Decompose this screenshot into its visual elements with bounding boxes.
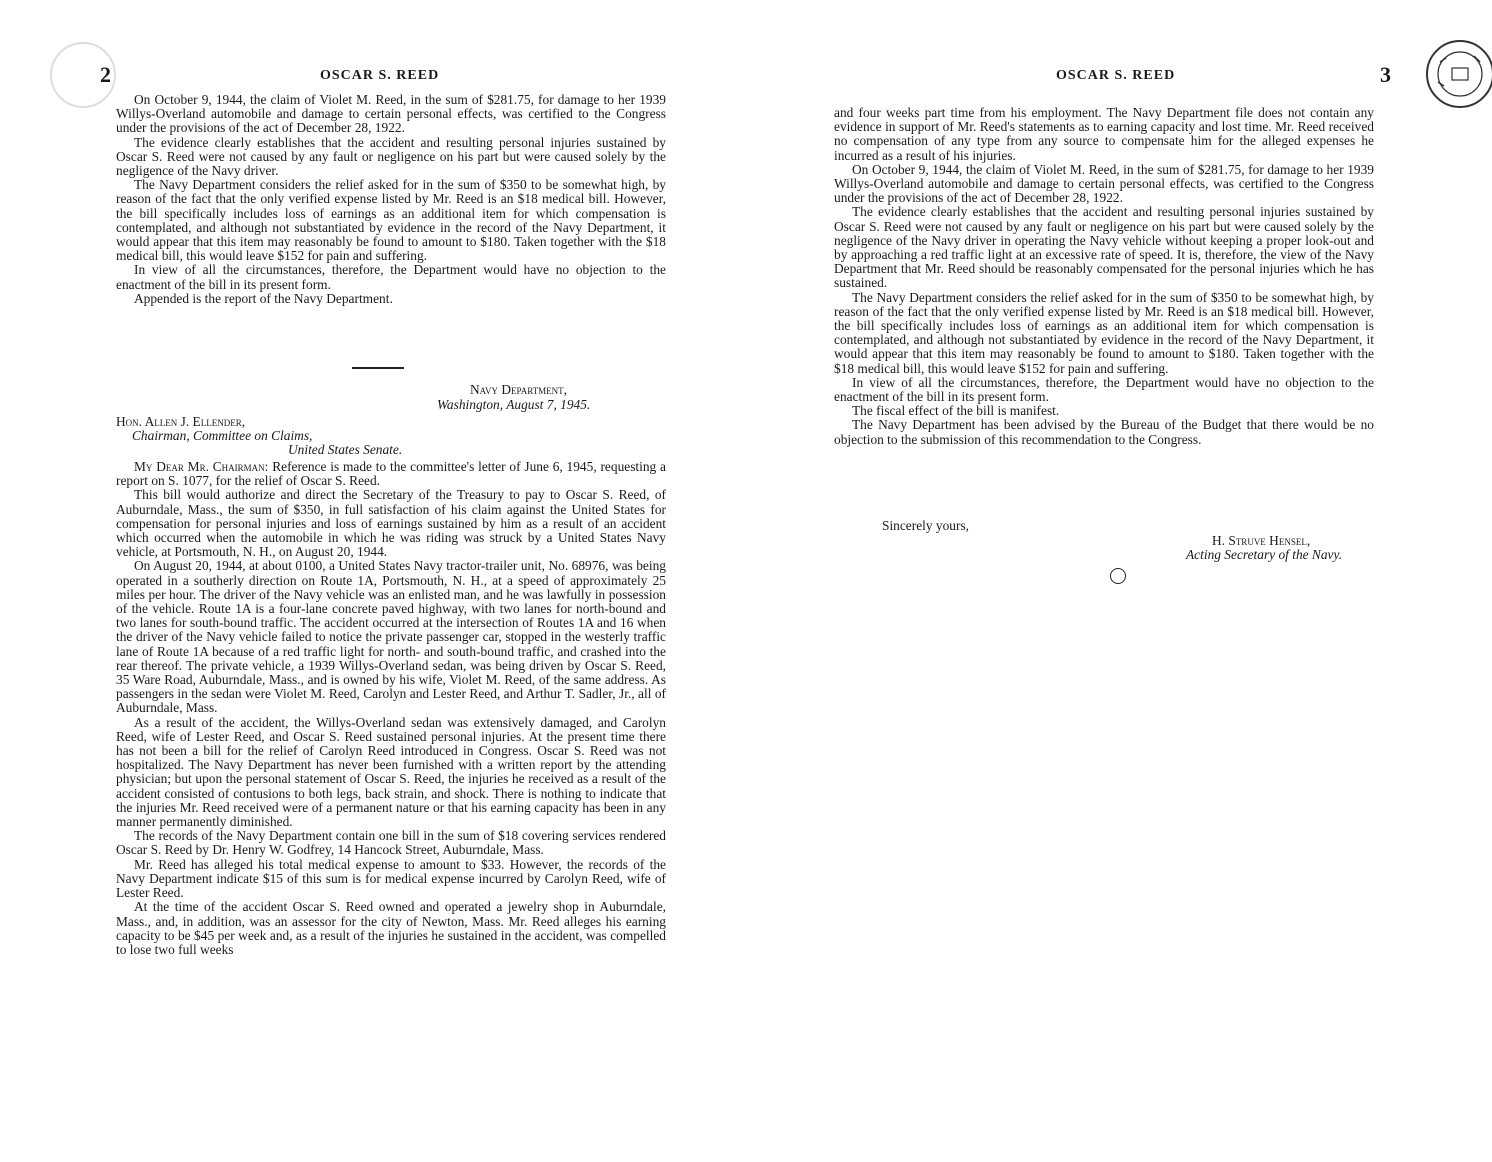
paragraph: On October 9, 1944, the claim of Violet M. Reed, in the sum of $281.75, for damage to her 1939 Willys-Overland automobile and damage to certain personal effects, was certified to the Congress under the provisions of the act of December 28, 1922. — [116, 92, 666, 136]
signer-name: H. Struve Hensel, — [1212, 533, 1311, 548]
addressee-title: Chairman, Committee on Claims, — [132, 428, 313, 443]
section-divider — [352, 367, 404, 369]
right-text — [834, 106, 1374, 447]
paragraph: The evidence clearly establishes that the accident and resulting personal injuries sustained by Oscar S. Reed were not caused by any fault or negligence on his part but were caused solely by the negligence of the Navy driver. — [116, 134, 666, 179]
continuation-paragraph: and four weeks part time from his employment. The Navy Department file does not contain any evidence in support of Mr. Reed's statements as to earning capacity and lost time. Mr. Reed received no compensation of any type from any source to compensate him for the alleged expenses he incurred as a result of his injuries. — [834, 105, 1374, 163]
page-number-left: 2 — [100, 62, 111, 87]
paragraph: In view of all the circumstances, therefore, the Department would have no objection to the enactment of the bill in its present form. — [116, 262, 666, 292]
paragraph: Appended is the report of the Navy Department. — [134, 290, 393, 306]
addressee-body: United States Senate. — [288, 442, 403, 457]
letterhead-department: Navy Department, — [470, 382, 568, 397]
paragraph: On August 20, 1944, at about 0100, a United States Navy tractor-trailer unit, No. 68976, was being operated in a southerly direction on Route 1A, Portsmouth, N. H., at a speed of approximately 25 miles per hour. The driver of the Navy vehicle was an enlisted man, and he was lawfully in possession of the vehicle. Route 1A is a four-lane concrete paved highway, with two lanes for north-bound and two lanes for south-bound traffic. The accident occurred at the intersection of Routes 1A and 16 when the driver of the Navy vehicle failed to notice the private passenger car, stopped in the westerly traffic lane of Route 1A because of a red traffic light for north- and south-bound traffic, and crashed into the rear thereof. The private vehicle, a 1939 Willys-Overland sedan, was being driven by Oscar S. Reed, 35 Ware Road, Auburndale, Mass., and is owned by his wife, Violet M. Reed, of the same address. As passengers in the sedan were Violet M. Reed, Carolyn and Lester Reed, and Arthur T. Sadler, Jr., all of Auburndale, Mass. — [116, 558, 666, 716]
running-head-right: OSCAR S. REED — [1056, 68, 1176, 83]
running-head-left: OSCAR S. REED — [320, 68, 440, 83]
closing: Sincerely yours, — [882, 518, 970, 533]
library-stamp-right — [1426, 40, 1492, 108]
paragraph: The Navy Department has been advised by the Bureau of the Budget that there would be no objection to the submission of this recommendation to the Congress. — [834, 417, 1374, 447]
paragraph: In view of all the circumstances, therefore, the Department would have no objection to the enactment of the bill in its present form. — [834, 374, 1374, 405]
addressee-name: Hon. Allen J. Ellender, — [116, 414, 246, 429]
paragraph: On October 9, 1944, the claim of Violet M. Reed, in the sum of $281.75, for damage to her 1939 Willys-Overland automobile and damage to certain personal effects, was certified to the Congress under the provisions of the act of December 28, 1922. — [834, 161, 1374, 206]
salutation-text: Reference is made to the committee's letter of June 6, 1945, requesting a report on S. 1077, for the relief of Oscar S. Reed. — [116, 459, 666, 489]
page-number-right: 3 — [1380, 62, 1391, 87]
salutation: My Dear Mr. Chairman: — [134, 459, 269, 474]
paragraph: As a result of the accident, the Willys-Overland sedan was extensively damaged, and Carolyn Reed, wife of Lester Reed, and Oscar S. Reed sustained personal injuries. At the present time there has not been a bill for the relief of Carolyn Reed introduced in Congress. Oscar S. Reed was not hospitalized. The Navy Department has never been furnished with a written report by the attending physician; but upon the personal statement of Oscar S. Reed, the injuries he received as a result of the accident consisted of contusions to both legs, back strain, and shock. There is nothing to indicate that the injuries Mr. Reed received were of a permanent nature or that his earning capacity has been in any manner permanently diminished. — [116, 714, 666, 830]
punch-hole — [1110, 568, 1126, 584]
paragraph: The evidence clearly establishes that the accident and resulting personal injuries sustained by Oscar S. Reed were not caused by any fault or negligence on his part but were caused solely by the negligence of the Navy driver in operating the Navy vehicle without keeping a proper look-out and by approaching a red traffic light at an excessive rate of speed. It is, therefore, the view of the Navy Department that Mr. Reed should be reasonably compensated for the personal injuries which he has sustained. — [834, 204, 1374, 291]
paragraph: Mr. Reed has alleged his total medical expense to amount to $33. However, the records of the Navy Department indicate $15 of this sum is for medical expense incurred by Carolyn Reed, wife of Lester Reed. — [116, 856, 666, 901]
paragraph: At the time of the accident Oscar S. Reed owned and operated a jewelry shop in Auburndale, Mass., and, in addition, was an assessor for the city of Newton, Mass. Mr. Reed alleges his earning capacity to be $45 per week and, as a result of the injuries he sustained in the accident, was compelled to lose two full weeks — [116, 899, 666, 957]
salutation-paragraph — [116, 460, 666, 488]
paragraph: The Navy Department considers the relief asked for in the sum of $350 to be somewhat high, by reason of the fact that the only verified expense listed by Mr. Reed is an $18 medical bill. However, the bill specifically includes loss of earnings as an additional item for which compensation is contemplated, and although not substantiated by evidence in the record of the Navy Department, it would appear that this item may reasonably be found to amount to $180. Taken together with the $18 medical bill, this would leave $152 for pain and suffering. — [116, 177, 666, 264]
left-letter-body — [116, 460, 666, 957]
stamp-ring-icon — [1428, 42, 1492, 106]
paragraph: This bill would authorize and direct the Secretary of the Treasury to pay to Oscar S. Reed, of Auburndale, Mass., the sum of $350, in full satisfaction of his claim against the United States for compensation for personal injuries and loss of earnings sustained by him as a result of an accident which occurred when the automobile in which he was riding was struck by a United States Navy vehicle, at Portsmouth, N. H., on August 20, 1944. — [116, 487, 666, 560]
signer-title: Acting Secretary of the Navy. — [1186, 547, 1343, 562]
paragraph: The Navy Department considers the relief asked for in the sum of $350 to be somewhat high, by reason of the fact that the only verified expense listed by Mr. Reed is an $18 medical bill. However, the bill specifically includes loss of earnings as an additional item for which compensation is contemplated, and although not substantiated by evidence in the record of the Navy Department, it would appear that this item may reasonably be found to amount to $180. Taken together with the $18 medical bill, this would leave $152 for pain and suffering. — [834, 289, 1374, 376]
left-top-text — [116, 93, 666, 306]
paragraph: The fiscal effect of the bill is manifest. — [852, 403, 1060, 419]
letterhead-place-date: Washington, August 7, 1945. — [437, 397, 591, 412]
right-page — [746, 0, 1492, 1162]
paragraph: The records of the Navy Department contain one bill in the sum of $18 covering services rendered Oscar S. Reed by Dr. Henry W. Godfrey, 14 Hancock Street, Auburndale, Mass. — [116, 828, 666, 858]
